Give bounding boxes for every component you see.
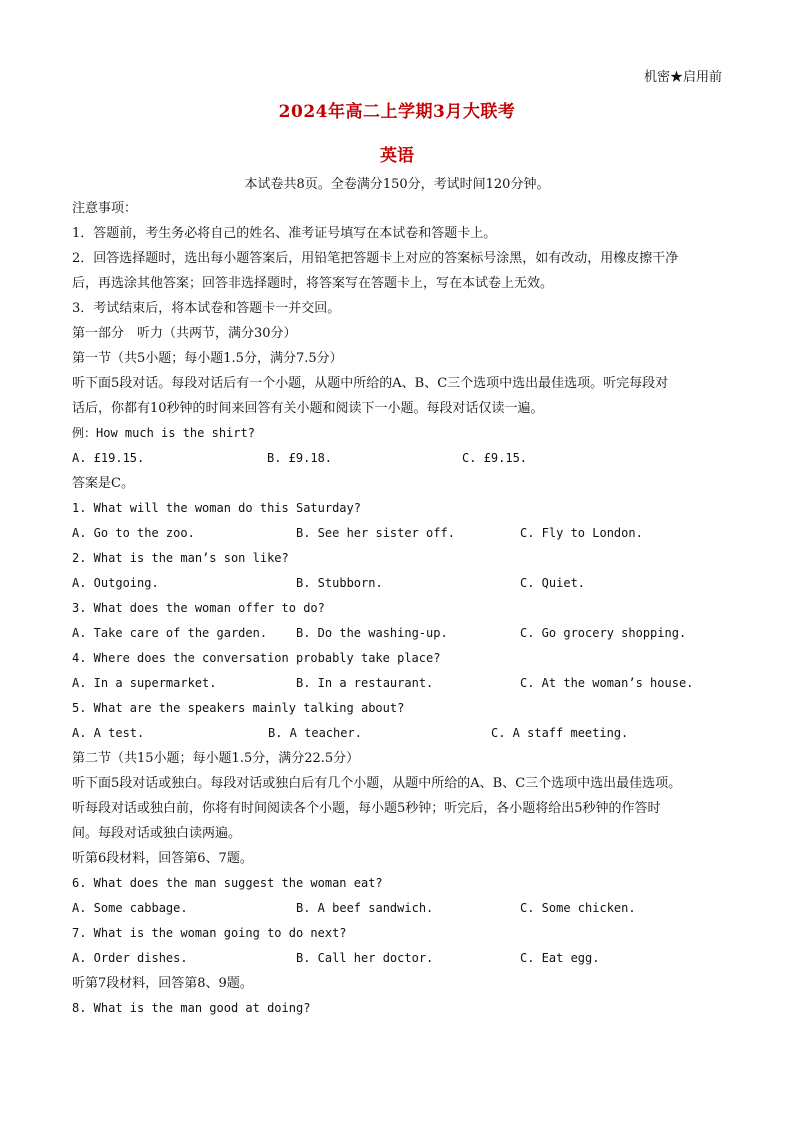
option: A. Order dishes.: [72, 951, 188, 965]
option: C. Go grocery shopping.: [520, 626, 687, 640]
option: C. £9.15.: [462, 451, 528, 465]
option: A. Outgoing.: [72, 576, 159, 590]
section-instructions: 听下面5段对话或独白。每段对话或独白后有几个小题，从题中所给的A、B、C三个选项中选出最佳选项。: [72, 776, 682, 791]
notice-item: 3．考试结束后，将本试卷和答题卡一并交回。: [72, 301, 341, 316]
option: B. A beef sandwich.: [296, 901, 434, 915]
option: A. £19.15.: [72, 451, 145, 465]
notice-item: 2．回答选择题时，选出每小题答案后，用铅笔把答题卡上对应的答案标号涂黑，如有改动，用橡皮擦干净: [72, 251, 679, 266]
option: B. Do the washing-up.: [296, 626, 448, 640]
option: C. Some chicken.: [520, 901, 636, 915]
option: B. See her sister off.: [296, 526, 455, 540]
material-heading: 听第7段材料，回答第8、9题。: [72, 976, 253, 991]
question-options: [72, 571, 728, 596]
question-options: [72, 721, 728, 746]
example-options: [72, 446, 728, 471]
option: B. In a restaurant.: [296, 676, 434, 690]
question-options: [72, 946, 728, 971]
option: C. A staff meeting.: [491, 726, 629, 740]
option: B. £9.18.: [267, 451, 333, 465]
option: A. A test.: [72, 726, 145, 740]
option: B. A teacher.: [268, 726, 362, 740]
confidential-label: 机密★启用前: [643, 70, 722, 85]
question: 2. What is the man’s son like?: [72, 551, 289, 565]
part-heading: 第一部分 听力（共两节，满分30分）: [72, 326, 297, 341]
question-options: [72, 521, 728, 546]
option: A. Take care of the garden.: [72, 626, 268, 640]
option: C. Quiet.: [520, 576, 586, 590]
exam-title: 2024年高二上学期3月大联考: [278, 102, 516, 122]
section-heading: 第二节（共15小题；每小题1.5分，满分22.5分）: [72, 751, 360, 766]
option: C. Eat egg.: [520, 951, 600, 965]
question: 3. What does the woman offer to do?: [72, 601, 325, 615]
notice-item: 后，再选涂其他答案；回答非选择题时，将答案写在答题卡上，写在本试卷上无效。: [72, 276, 554, 291]
option: C. Fly to London.: [520, 526, 643, 540]
question-options: [72, 896, 728, 921]
section-instructions: 听每段对话或独白前，你将有时间阅读各个小题，每小题5秒钟；听完后，各小题将给出5秒钟的作答时: [72, 801, 661, 816]
section-heading: 第一节（共5小题；每小题1.5分，满分7.5分）: [72, 351, 343, 366]
notice-item: 1．答题前，考生务必将自己的姓名、准考证号填写在本试卷和答题卡上。: [72, 226, 497, 241]
question: 5. What are the speakers mainly talking about?: [72, 701, 405, 715]
option: C. At the woman’s house.: [520, 676, 694, 690]
question: 7. What is the woman going to do next?: [72, 926, 347, 940]
exam-body: [72, 196, 728, 1021]
exam-intro: 本试卷共8页。全卷满分150分，考试时间120分钟。: [244, 177, 550, 192]
option: B. Call her doctor.: [296, 951, 434, 965]
question-options: [72, 621, 728, 646]
question: 6. What does the man suggest the woman eat?: [72, 876, 383, 890]
question: 4. Where does the conversation probably take place?: [72, 651, 441, 665]
question: 1. What will the woman do this Saturday?: [72, 501, 361, 515]
material-heading: 听第6段材料，回答第6、7题。: [72, 851, 253, 866]
question: 8. What is the man good at doing?: [72, 1001, 311, 1015]
section-instructions: 听下面5段对话。每段对话后有一个小题，从题中所给的A、B、C三个选项中选出最佳选项。听完每段对: [72, 376, 669, 391]
section-instructions: 话后，你都有10秒钟的时间来回答有关小题和阅读下一小题。每段对话仅读一遍。: [72, 401, 544, 416]
option: A. Go to the zoo.: [72, 526, 195, 540]
section-instructions: 间。每段对话或独白读两遍。: [72, 826, 242, 841]
option: A. Some cabbage.: [72, 901, 188, 915]
example-answer: 答案是C。: [72, 476, 134, 491]
example-question: 例：How much is the shirt?: [72, 426, 255, 440]
option: A. In a supermarket.: [72, 676, 217, 690]
subject-title: 英语: [380, 146, 414, 166]
notice-heading: 注意事项：: [72, 201, 138, 216]
question-options: [72, 671, 728, 696]
option: B. Stubborn.: [296, 576, 383, 590]
